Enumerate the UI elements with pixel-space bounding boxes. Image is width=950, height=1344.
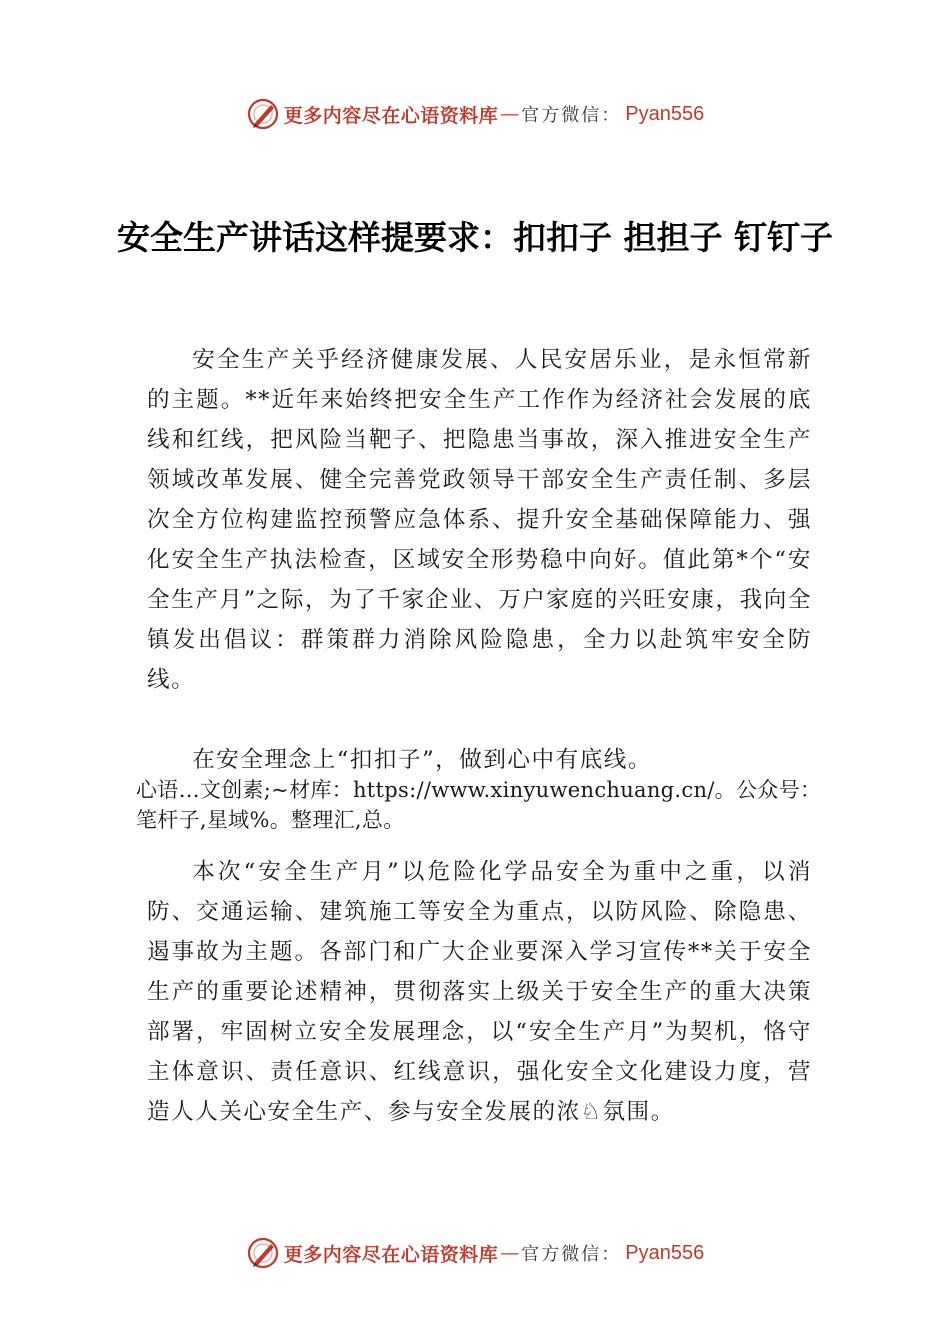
- watermark-source-note: 心语…文创素;~材库：https://www.xinyuwenchuang.cn/。公众号：笔杆子,星域%。整理汇,总。: [136, 778, 822, 832]
- pen-circle-logo-icon: [246, 1236, 280, 1270]
- banner-brand-text: 更多内容尽在心语资料库: [283, 104, 499, 127]
- banner-wechat-id: Pyan556: [625, 102, 705, 125]
- banner-channel-text: 官方微信：: [521, 105, 622, 126]
- document-title: 安全生产讲话这样提要求：扣扣子 担担子 钉钉子: [117, 218, 833, 257]
- banner-wechat-id: Pyan556: [625, 1241, 705, 1264]
- banner-brand-text: 更多内容尽在心语资料库: [283, 1243, 499, 1266]
- banner-dash: —: [500, 1242, 520, 1264]
- paragraph-section-heading: 在安全理念上“扣扣子”，做到心中有底线。: [192, 747, 652, 773]
- banner-channel-text: 官方微信：: [521, 1244, 622, 1265]
- paragraph-intro: 安全生产关乎经济健康发展、人民安居乐业，是永恒常新的主题。**近年来始终把安全生产工作作为经济社会发展的底线和红线，把风险当靶子、把隐患当事故，深入推进安全生产领域改革发展、健全完善党政领导干部安全生产责任制、多层次全方位构建监控预警应急体系、提升安全基础保障能力、强化安全生产执法检查，区域安全形势稳中向好。值此第*个“安全生产月”之际，为了千家企业、万户家庭的兴旺安康，我向全镇发出倡议：群策群力消除风险隐患，全力以赴筑牢安全防线。: [147, 347, 812, 693]
- banner-dash: —: [500, 103, 520, 125]
- footer-banner: [0, 1233, 950, 1273]
- header-banner: [0, 94, 950, 134]
- paragraph-safety-month: 本次“安全生产月”以危险化学品安全为重中之重，以消防、交通运输、建筑施工等安全为重点，以防风险、除隐患、遏事故为主题。各部门和广大企业要深入学习宣传**关于安全生产的重要论述精神，贯彻落实上级关于安全生产的重大决策部署，牢固树立安全发展理念，以“安全生产月”为契机，恪守主体意识、责任意识、红线意识，强化安全文化建设力度，营造人人关心安全生产、参与安全发展的浓♘氛围。: [147, 859, 812, 1125]
- pen-circle-logo-icon: [246, 97, 280, 131]
